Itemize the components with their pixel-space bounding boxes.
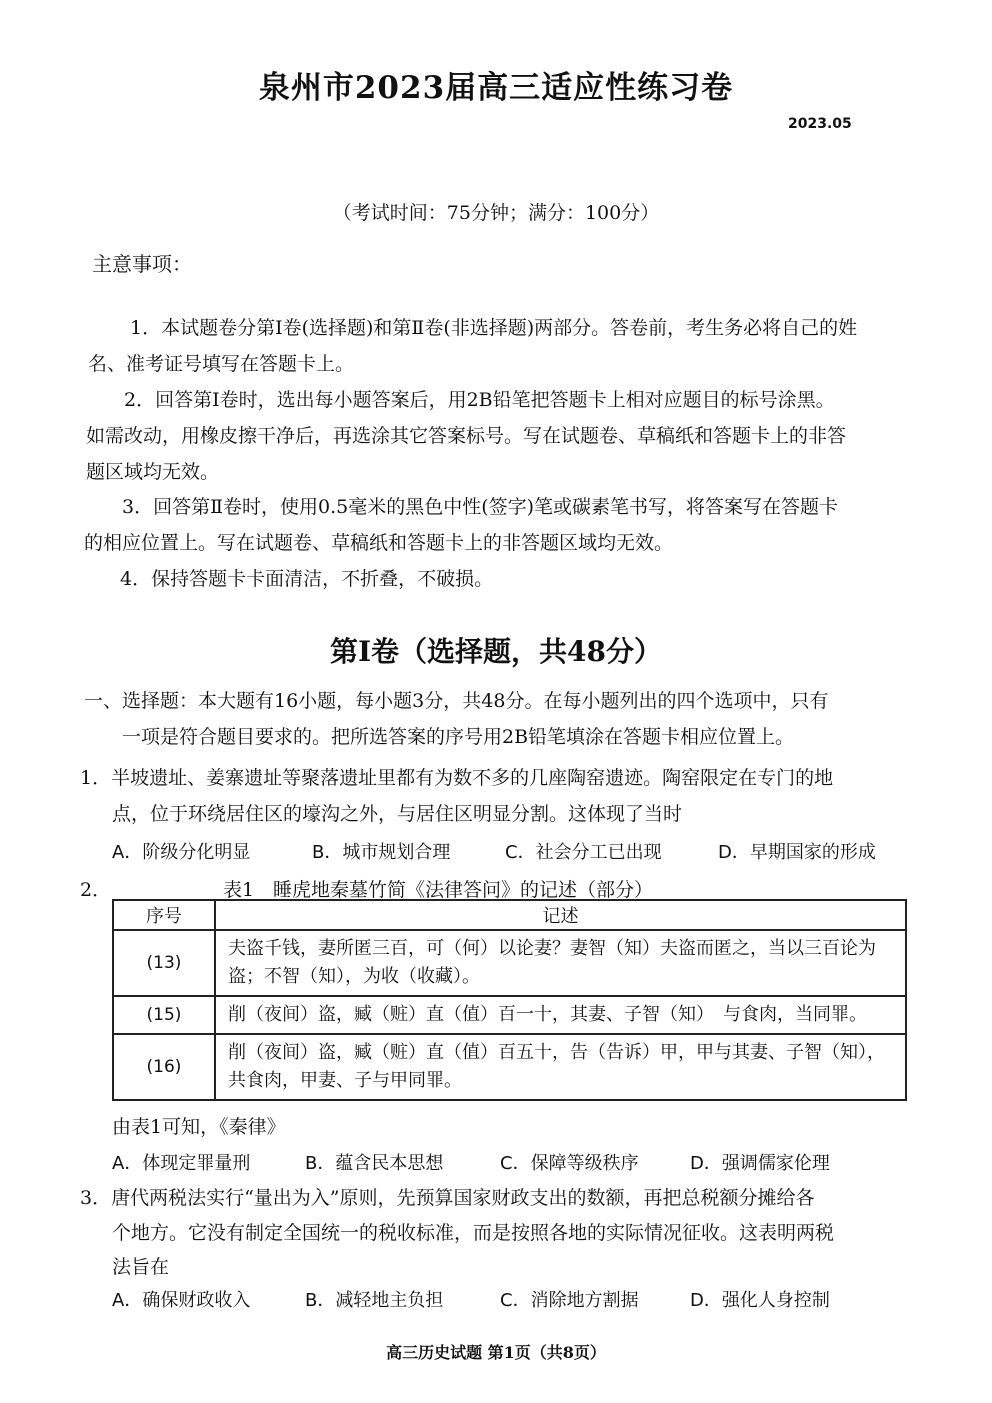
question-3-option-b: B．减轻地主负担 [305, 1290, 444, 1311]
table-cell-record: 削（夜间）盗，臧（赃）直（值）百五十，告（告诉）甲，甲与其妻、子智（知），共食肉，甲妻、子与甲同罪。 [215, 1034, 906, 1100]
notice-line: 4．保持答题卡卡面清洁，不折叠，不破损。 [120, 568, 494, 590]
table-caption: 表1 睡虎地秦墓竹简《法律答问》的记述（部分） [222, 879, 654, 901]
table-row [113, 1034, 906, 1100]
question-1-option-c: C．社会分工已出现 [505, 842, 662, 863]
notice-line: 的相应位置上。写在试题卷、草稿纸和答题卡上的非答题区域均无效。 [84, 532, 674, 554]
law-table [112, 899, 907, 1101]
question-1-stem: 1．半坡遗址、姜寨遗址等聚落遗址里都有为数不多的几座陶窑遗迹。陶窑限定在专门的地 [80, 767, 834, 789]
question-1-option-a: A．阶级分化明显 [112, 842, 251, 863]
question-1-option-b: B．城市规划合理 [312, 842, 451, 863]
question-3-option-a: A．确保财政收入 [112, 1290, 251, 1311]
question-1-stem: 点，位于环绕居住区的壕沟之外，与居住区明显分割。这体现了当时 [112, 803, 683, 825]
notice-line: 名、准考证号填写在答题卡上。 [88, 353, 355, 375]
section-instruction: 一项是符合题目要求的。把所选答案的序号用2B铅笔填涂在答题卡相应位置上。 [122, 726, 795, 748]
table-cell-record: 削（夜间）盗，臧（赃）直（值）百一十，其妻、子智（知） 与食肉，当同罪。 [215, 996, 906, 1034]
table-header-row [113, 900, 906, 930]
section-title: 第Ⅰ卷（选择题，共48分） [329, 635, 663, 668]
section-instruction: 一、选择题：本大题有16小题，每小题3分，共48分。在每小题列出的四个选项中，只有 [84, 690, 829, 712]
table-cell-number: (15) [113, 996, 215, 1034]
notice-line: 3．回答第Ⅱ卷时，使用0.5毫米的黑色中性(签字)笔或碳素笔书写，将答案写在答题卡 [122, 496, 839, 518]
table-cell-number: (16) [113, 1034, 215, 1100]
question-3-stem: 法旨在 [112, 1256, 170, 1278]
table-cell-number: (13) [113, 930, 215, 996]
exam-date: 2023.05 [788, 116, 852, 132]
notice-line: 2．回答第Ⅰ卷时，选出每小题答案后，用2B铅笔把答题卡上相对应题目的标号涂黑。 [124, 389, 835, 411]
question-2-stem: 由表1可知，《秦律》 [112, 1116, 286, 1138]
table-cell-record: 夫盗千钱，妻所匿三百，可（何）以论妻？妻智（知）夫盗而匿之，当以三百论为盗；不智（知），为收（收藏）。 [215, 930, 906, 996]
notice-heading: 主意事项： [92, 252, 192, 276]
table-row [113, 930, 906, 996]
notice-line: 如需改动，用橡皮擦干净后，再选涂其它答案标号。写在试题卷、草稿纸和答题卡上的非答 [86, 425, 847, 447]
question-2-number: 2． [80, 879, 112, 901]
notice-line: 题区域均无效。 [86, 461, 220, 483]
notice-line: 1．本试题卷分第Ⅰ卷(选择题)和第Ⅱ卷(非选择题)两部分。答卷前，考生务必将自己的姓 [130, 317, 858, 339]
question-3-stem: 个地方。它没有制定全国统一的税收标准，而是按照各地的实际情况征收。这表明两税 [112, 1222, 835, 1244]
exam-time-score: （考试时间：75分钟；满分：100分） [332, 202, 660, 224]
table-header-record: 记述 [215, 900, 906, 930]
question-3-option-d: D．强化人身控制 [690, 1290, 830, 1311]
question-3-option-c: C．消除地方割据 [500, 1290, 639, 1311]
question-1-option-d: D．早期国家的形成 [718, 842, 876, 863]
page-footer: 高三历史试题 第1页（共8页） [386, 1343, 606, 1362]
question-3-stem: 3．唐代两税法实行“量出为入”原则，先预算国家财政支出的数额，再把总税额分摊给各 [80, 1187, 815, 1209]
question-2-option-c: C．保障等级秩序 [500, 1153, 639, 1174]
table-header-number: 序号 [113, 900, 215, 930]
question-2-option-b: B．蕴含民本思想 [305, 1153, 444, 1174]
page-title: 泉州市2023届高三适应性练习卷 [258, 70, 734, 106]
question-2-option-d: D．强调儒家伦理 [690, 1153, 830, 1174]
table-row [113, 996, 906, 1034]
question-2-option-a: A．体现定罪量刑 [112, 1153, 251, 1174]
